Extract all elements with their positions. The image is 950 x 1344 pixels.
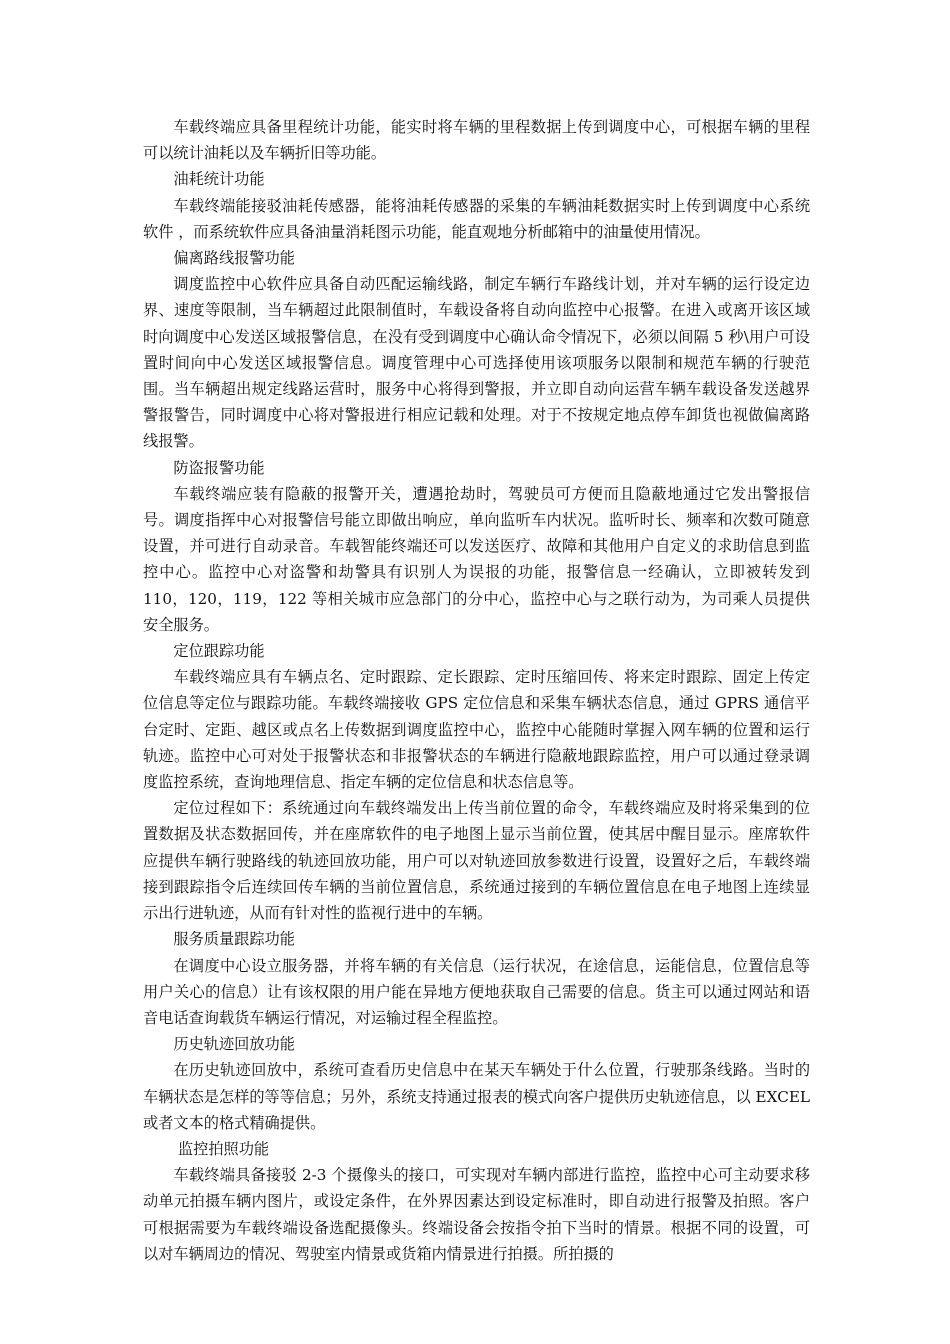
paragraph-route-deviation: 调度监控中心软件应具备自动匹配运输线路，制定车辆行车路线计划，并对车辆的运行设定边界、速度等限制，当车辆超过此限制值时，车载设备将自动向监控中心报警。在进入或离开该区域时向调度中心发送区域报警信息，在没有受到调度中心确认命令情况下，必须以间隔 5 秒\用户可设置时间向中心发送区域报警信息。调度管理中心可选择使用该项服务以限制和规范车辆的行驶范围。当车辆超出规定线路运营时，服务中心将得到警报，并立即自动向运营车辆车载设备发送越界警报警告，同时调度中心将对警报进行相应记载和处理。对于不按规定地点停车卸货也视做偏离路线报警。 bbox=[143, 275, 810, 451]
heading-anti-theft: 防盗报警功能 bbox=[173, 458, 265, 477]
paragraph-fuel: 车载终端能接驳油耗传感器，能将油耗传感器的采集的车辆油耗数据实时上传到调度中心系统软件 ，而系统软件应具备油量消耗图示功能，能直观地分析邮箱中的油量使用情况。 bbox=[143, 196, 810, 241]
paragraph-anti-theft: 车载终端应装有隐蔽的报警开关，遭遇抢劫时，驾驶员可方便而且隐蔽地通过它发出警报信号。调度指挥中心对报警信号能立即做出响应，单向监听车内状况。监听时长、频率和次数可随意设置，并可进行自动录音。车载智能终端还可以发送医疗、故障和其他用户自定义的求助信息到监控中心。监控中心对盗警和劫警具有识别人为误报的功能，报警信息一经确认，立即被转发到 110，120，119，122 等相关城市应急部门的分中心，监控中心与之联行动为，为司乘人员提供安全服务。 bbox=[143, 484, 810, 634]
heading-camera: 监控拍照功能 bbox=[177, 1139, 270, 1158]
paragraph-positioning-process: 定位过程如下：系统通过向车载终端发出上传当前位置的命令，车载终端应及时将采集到的位置数据及状态数据回传，并在座席软件的电子地图上显示当前位置，使其居中醒目显示。座席软件应提供车辆行驶路线的轨迹回放功能，用户可以对轨迹回放参数进行设置，设置好之后，车载终端接到跟踪指令后连续回传车辆的当前位置信息，系统通过接到的车辆位置信息在电子地图上连续显示出行进轨迹，从而有针对性的监视行进中的车辆。 bbox=[143, 799, 810, 923]
document-page bbox=[143, 114, 810, 1267]
paragraph-tracking: 车载终端应具有车辆点名、定时跟踪、定长跟踪、定时压缩回传、将来定时跟踪、固定上传定位信息等定位与跟踪功能。车载终端接收 GPS 定位信息和采集车辆状态信息，通过 GPRS 通信平台定时、定距、越区或点名上传数据到调度监控中心，监控中心能随时掌握入网车辆的位置和运行轨迹。监控中心可对处于报警状态和非报警状态的车辆进行隐蔽地跟踪监控，用户可以通过登录调度监控系统，查询地理信息、指定车辆的定位信息和状态信息等。 bbox=[143, 668, 810, 792]
heading-route-deviation: 偏离路线报警功能 bbox=[173, 249, 295, 268]
heading-tracking: 定位跟踪功能 bbox=[173, 642, 265, 661]
paragraph-camera: 车载终端具备接驳 2-3 个摄像头的接口，可实现对车辆内部进行监控，监控中心可主动要求移动单元拍摄车辆内图片，或设定条件，在外界因素达到设定标准时，即自动进行报警及拍照。客户可根据需要为车载终端设备选配摄像头。终端设备会按指令拍下当时的情景。根据不同的设置，可以对车辆周边的情况、驾驶室内情景或货箱内情景进行拍摄。所拍摄的 bbox=[143, 1166, 810, 1263]
paragraph-mileage: 车载终端应具备里程统计功能，能实时将车辆的里程数据上传到调度中心，可根据车辆的里程可以统计油耗以及车辆折旧等功能。 bbox=[143, 118, 810, 163]
paragraph-history-playback: 在历史轨迹回放中，系统可查看历史信息中在某天车辆处于什么位置，行驶那条线路。当时的车辆状态是怎样的等等信息；另外，系统支持通过报表的模式向客户提供历史轨迹信息，以 EXCEL 或者文本的格式精确提供。 bbox=[143, 1061, 810, 1132]
heading-fuel: 油耗统计功能 bbox=[173, 170, 265, 189]
paragraph-service-quality: 在调度中心设立服务器，并将车辆的有关信息（运行状况，在途信息，运能信息，位置信息等用户关心的信息）让有该权限的用户能在异地方便地获取自己需要的信息。货主可以通过网站和语音电话查询载货车辆运行情况，对运输过程全程监控。 bbox=[143, 956, 810, 1027]
heading-service-quality: 服务质量跟踪功能 bbox=[173, 930, 295, 949]
heading-history-playback: 历史轨迹回放功能 bbox=[173, 1035, 295, 1054]
